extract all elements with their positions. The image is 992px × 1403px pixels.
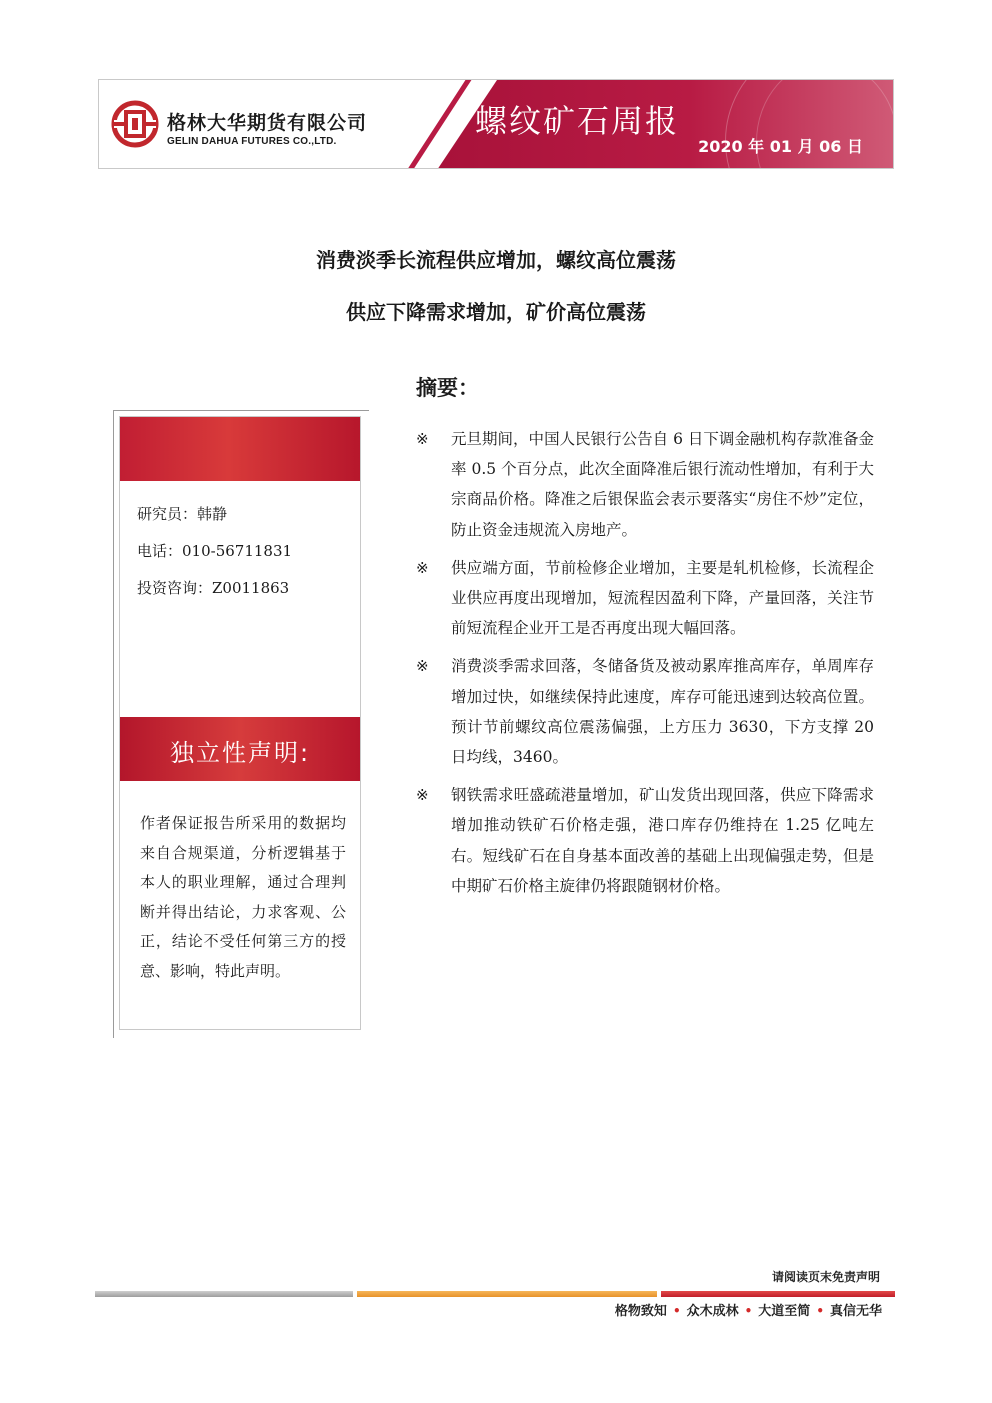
- disclaimer-title: 独立性声明:: [169, 739, 311, 767]
- reference-mark-icon: ※: [416, 657, 429, 676]
- company-logo-icon: [111, 100, 159, 148]
- report-title: 螺纹矿石周报: [475, 102, 680, 140]
- slogan-text: 众木成林: [686, 1304, 739, 1319]
- researcher-name: 研究员：韩静: [137, 505, 228, 523]
- company-name-en: GELIN DAHUA FUTURES CO.,LTD.: [167, 136, 337, 147]
- summary-item-text: 消费淡季需求回落，冬储备货及被动累库推高库存，单周库存增加过快，如继续保持此速度，库存可能迅速到达较高位置。预计节前螺纹高位震荡偏强，上方压力 3630，下方支撑 20 日均线，3460。: [451, 657, 874, 767]
- company-name-cn: 格林大华期货有限公司: [167, 112, 368, 134]
- list-item: [416, 553, 874, 644]
- headline-rebar: 消费淡季长流程供应增加，螺纹高位震荡: [316, 248, 676, 272]
- reference-mark-icon: ※: [416, 430, 429, 448]
- headline-iron-ore: 供应下降需求增加，矿价高位震荡: [346, 300, 646, 324]
- researcher-phone: 电话：010-56711831: [137, 542, 293, 560]
- list-item: [416, 780, 874, 901]
- sidebar-box: [119, 416, 361, 1030]
- disclaimer-text: 作者保证报告所采用的数据均来自合规渠道，分析逻辑基于本人的职业理解，通过合理判断并得出结论，力求客观、公正，结论不受任何第三方的授意、影响，特此声明。: [140, 814, 346, 980]
- reference-mark-icon: ※: [416, 558, 429, 577]
- slogan-text: 真信无华: [829, 1304, 882, 1319]
- sidebar-red-banner: [120, 417, 360, 481]
- bullet-dot-icon: •: [672, 1304, 681, 1318]
- list-item: [416, 424, 874, 545]
- footer-disclaimer-note: 请阅读页末免责声明: [771, 1270, 880, 1284]
- footer-rule-gray: [95, 1291, 353, 1297]
- slogan-text: 格物致知: [614, 1304, 667, 1319]
- reference-mark-icon: ※: [416, 786, 429, 805]
- summary-item-text: 钢铁需求旺盛疏港量增加，矿山发货出现回落，供应下降需求增加推动铁矿石价格走强，港口库存仍维持在 1.25 亿吨左右。短线矿石在自身基本面改善的基础上出现偏强走势，但是中期矿石价格主旋律仍将跟随钢材价格。: [451, 786, 874, 895]
- bullet-dot-icon: •: [816, 1304, 824, 1318]
- bullet-dot-icon: •: [744, 1304, 753, 1318]
- slogan-text: 大道至简: [758, 1304, 811, 1319]
- footer-rule-red: [661, 1291, 895, 1297]
- summary-item-text: 供应端方面，节前检修企业增加，主要是轧机检修，长流程企业供应再度出现增加，短流程因盈利下降，产量回落，关注节前短流程企业开工是否再度出现大幅回落。: [451, 558, 874, 638]
- list-item: [416, 651, 874, 772]
- report-header: [98, 79, 894, 169]
- footer-rule-orange: [357, 1291, 657, 1297]
- researcher-license: 投资咨询：Z0011863: [137, 579, 290, 597]
- summary-item-text: 元旦期间，中国人民银行公告自 6 日下调金融机构存款准备金率 0.5 个百分点，此次全面降准后银行流动性增加，有利于大宗商品价格。降准之后银保监会表示要落实“房住不炒”定位，防止资金违规流入房地产。: [451, 430, 874, 539]
- summary-list: [416, 424, 874, 909]
- summary-heading: 摘要：: [416, 376, 479, 400]
- footer-slogans: [615, 1300, 882, 1319]
- report-date: 2020 年 01 月 06 日: [698, 137, 863, 156]
